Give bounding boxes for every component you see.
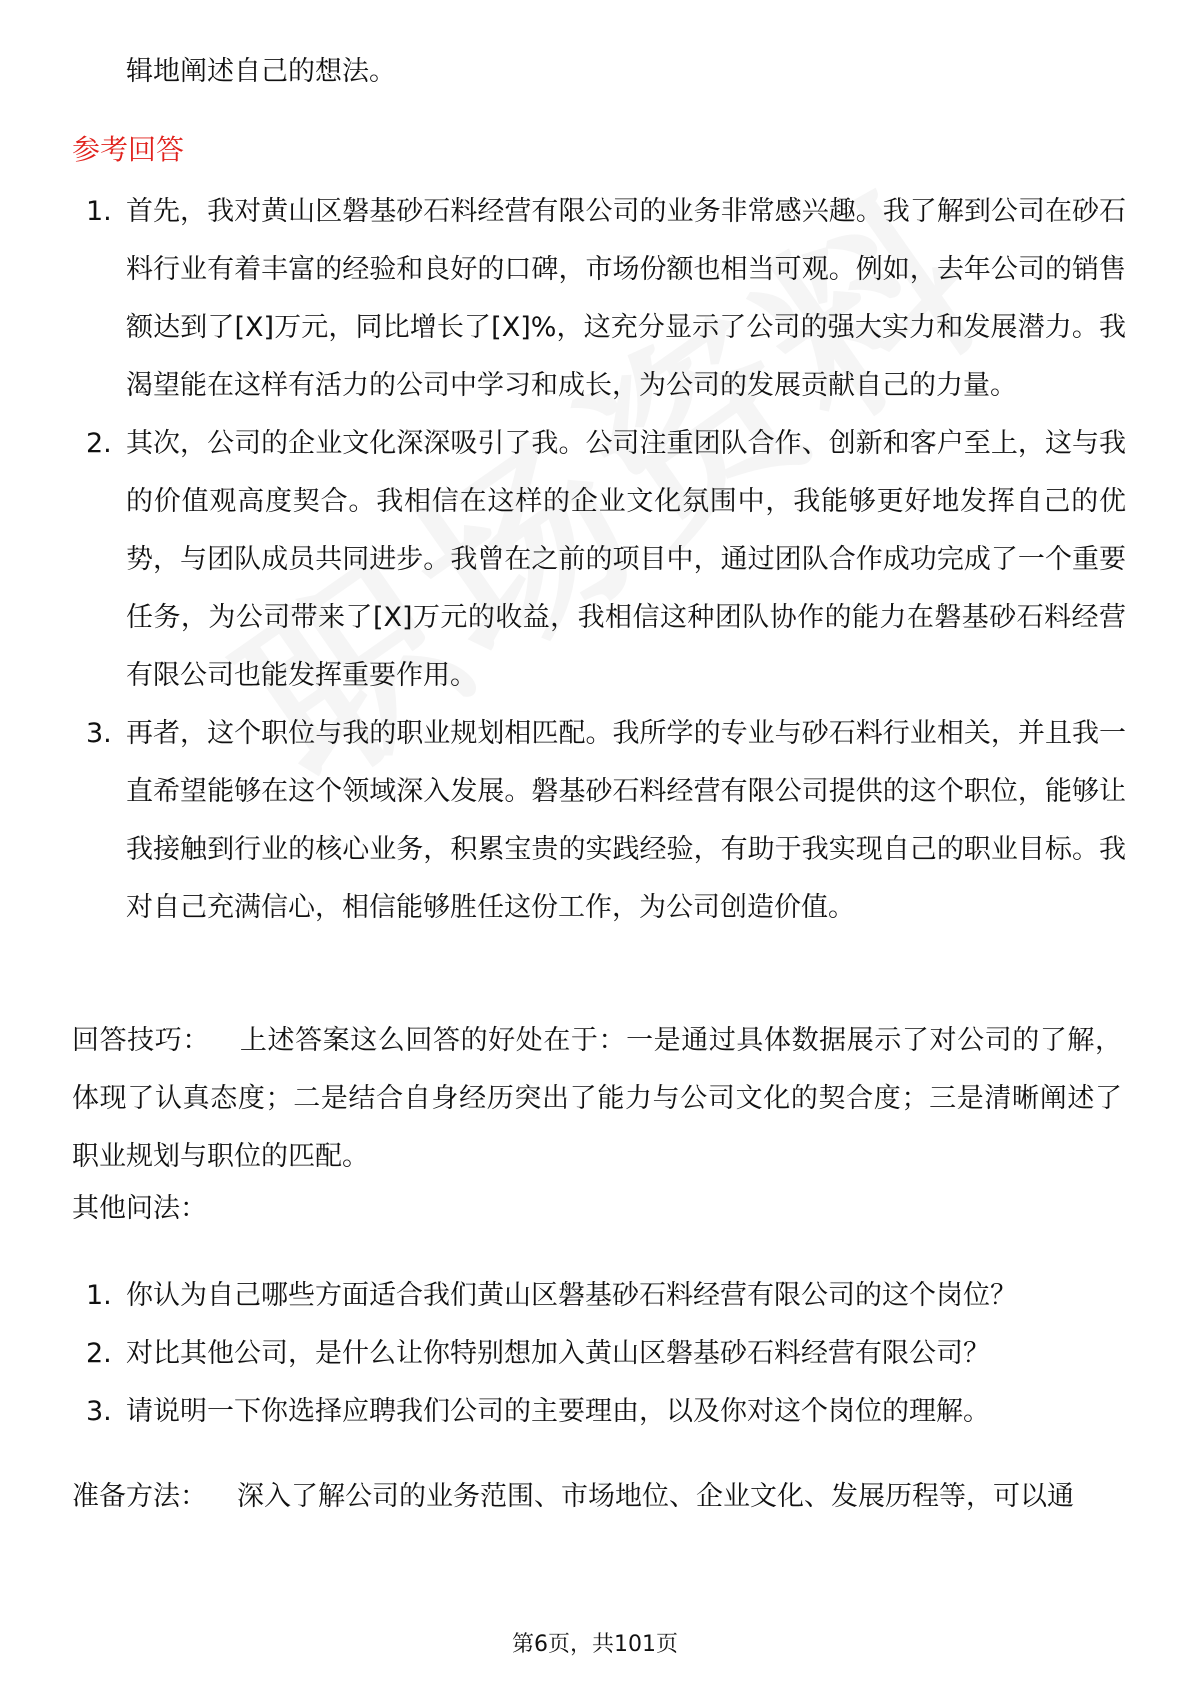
other-question-1 bbox=[86, 1267, 1126, 1325]
page-footer: 第6页，共101页 bbox=[512, 1632, 678, 1657]
top-continuation-text: 辑地阐述自己的想法。 bbox=[126, 56, 396, 87]
answer-item-3 bbox=[86, 705, 1126, 937]
preparation-paragraph bbox=[72, 1468, 1122, 1526]
other-questions-list bbox=[86, 1267, 1126, 1441]
tips-label: 回答技巧： bbox=[72, 1025, 210, 1056]
other-question-3 bbox=[86, 1383, 1126, 1441]
other-questions-label: 其他问法： bbox=[72, 1193, 207, 1224]
list-number: 2. bbox=[86, 1338, 112, 1369]
answer-tips-paragraph bbox=[72, 1012, 1122, 1186]
answer-text: 首先，我对黄山区磐基砂石料经营有限公司的业务非常感兴趣。我了解到公司在砂石料行业有着丰富的经验和良好的口碑，市场份额也相当可观。例如，去年公司的销售额达到了[X]万元，同比增长了[X]%，这充分显示了公司的强大实力和发展潜力。我渴望能在这样有活力的公司中学习和成长，为公司的发展贡献自己的力量。 bbox=[126, 196, 1126, 401]
prep-label: 准备方法： bbox=[72, 1481, 207, 1512]
answer-item-1 bbox=[86, 183, 1126, 415]
question-text: 对比其他公司，是什么让你特别想加入黄山区磐基砂石料经营有限公司？ bbox=[126, 1338, 990, 1369]
question-text: 你认为自己哪些方面适合我们黄山区磐基砂石料经营有限公司的这个岗位？ bbox=[126, 1280, 1017, 1311]
prep-text: 深入了解公司的业务范围、市场地位、企业文化、发展历程等，可以通 bbox=[237, 1481, 1074, 1512]
answer-text: 其次，公司的企业文化深深吸引了我。公司注重团队合作、创新和客户至上，这与我的价值观高度契合。我相信在这样的企业文化氛围中，我能够更好地发挥自己的优势，与团队成员共同进步。我曾在之前的项目中，通过团队合作成功完成了一个重要任务，为公司带来了[X]万元的收益，我相信这种团队协作的能力在磐基砂石料经营有限公司也能发挥重要作用。 bbox=[126, 428, 1126, 691]
question-text: 请说明一下你选择应聘我们公司的主要理由，以及你对这个岗位的理解。 bbox=[126, 1396, 990, 1427]
list-number: 3. bbox=[86, 718, 112, 749]
answer-list bbox=[86, 183, 1126, 937]
answer-text: 再者，这个职位与我的职业规划相匹配。我所学的专业与砂石料行业相关，并且我一直希望能够在这个领域深入发展。磐基砂石料经营有限公司提供的这个职位，能够让我接触到行业的核心业务，积累宝贵的实践经验，有助于我实现自己的职业目标。我对自己充满信心，相信能够胜任这份工作，为公司创造价值。 bbox=[126, 718, 1126, 923]
list-number: 2. bbox=[86, 428, 112, 459]
tips-text: 上述答案这么回答的好处在于：一是通过具体数据展示了对公司的了解，体现了认真态度；二是结合自身经历突出了能力与公司文化的契合度；三是清晰阐述了职业规划与职位的匹配。 bbox=[72, 1025, 1123, 1172]
list-number: 3. bbox=[86, 1396, 112, 1427]
answer-item-2 bbox=[86, 415, 1126, 705]
other-question-2 bbox=[86, 1325, 1126, 1383]
list-number: 1. bbox=[86, 1280, 112, 1311]
list-number: 1. bbox=[86, 196, 112, 227]
reference-answer-heading: 参考回答 bbox=[72, 133, 185, 166]
